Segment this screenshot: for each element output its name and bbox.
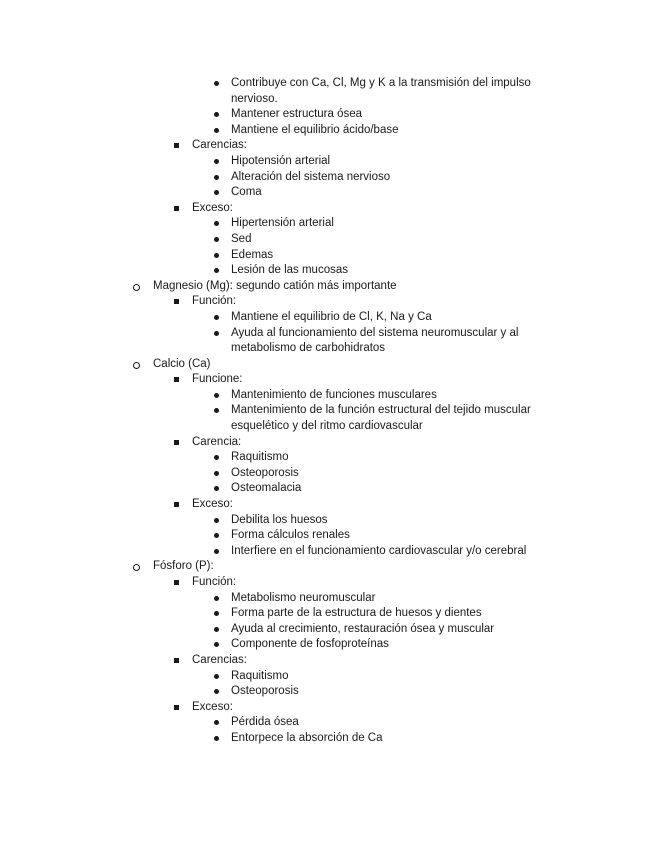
- list-item: [0, 700, 655, 716]
- square-bullet-icon: [174, 440, 179, 445]
- list-item-text: Forma cálculos renales: [231, 529, 350, 542]
- list-item: [0, 138, 655, 154]
- list-item-text: Función:: [192, 295, 237, 308]
- square-bullet-icon: [174, 377, 179, 382]
- list-item: [0, 388, 655, 404]
- list-item: [0, 232, 655, 248]
- list-item-text: Contribuye con Ca, Cl, Mg y K a la transmisión del impulso: [231, 77, 531, 89]
- list-item-text: Osteoporosis: [231, 466, 299, 479]
- list-item-text: Magnesio (Mg): segundo catión más importante: [153, 279, 397, 292]
- list-item: [0, 216, 655, 232]
- list-item-text: Osteoporosis: [231, 685, 299, 698]
- list-item: [0, 248, 655, 264]
- list-item: [0, 715, 655, 731]
- list-item-text: Exceso:: [192, 201, 233, 214]
- square-bullet-icon: [174, 502, 179, 507]
- filled-circle-bullet-icon: [214, 674, 219, 679]
- list-item: [0, 653, 655, 669]
- list-item-text: Ayuda al funcionamiento del sistema neuromuscular y al: [231, 326, 519, 339]
- filled-circle-bullet-icon: [214, 518, 219, 523]
- list-item-text: Metabolismo neuromuscular: [231, 591, 376, 604]
- list-item-text: Entorpece la absorción de Ca: [231, 731, 383, 744]
- filled-circle-bullet-icon: [214, 331, 219, 336]
- filled-circle-bullet-icon: [214, 175, 219, 180]
- list-item-text: Carencia:: [192, 435, 242, 448]
- filled-circle-bullet-icon: [214, 128, 219, 133]
- filled-circle-bullet-icon: [214, 736, 219, 741]
- filled-circle-bullet-icon: [214, 237, 219, 242]
- filled-circle-bullet-icon: [214, 486, 219, 491]
- list-item-text: metabolismo de carbohidratos: [231, 342, 386, 355]
- hollow-circle-bullet-icon: [133, 284, 140, 291]
- list-item-text: Fósforo (P):: [153, 560, 214, 573]
- hollow-circle-bullet-icon: [133, 564, 140, 571]
- list-item: [0, 559, 655, 575]
- list-item: [0, 263, 655, 279]
- list-item-text: Raquitismo: [231, 451, 289, 464]
- list-item: [0, 294, 655, 310]
- filled-circle-bullet-icon: [214, 720, 219, 725]
- list-item: [0, 731, 655, 747]
- list-item: [0, 123, 655, 139]
- document-body: [0, 76, 655, 747]
- filled-circle-bullet-icon: [214, 190, 219, 195]
- list-item: [0, 669, 655, 685]
- list-item: [0, 326, 655, 342]
- list-item-text: Hipotensión arterial: [231, 154, 331, 167]
- square-bullet-icon: [174, 658, 179, 663]
- list-item: [0, 591, 655, 607]
- list-item-text: Carencias:: [192, 653, 247, 666]
- list-item: [0, 279, 655, 295]
- filled-circle-bullet-icon: [214, 533, 219, 538]
- list-item: [0, 622, 655, 638]
- list-item-text: Edemas: [231, 248, 274, 261]
- list-item-text: nervioso.: [231, 92, 278, 105]
- filled-circle-bullet-icon: [214, 596, 219, 601]
- list-item: [0, 528, 655, 544]
- square-bullet-icon: [174, 299, 179, 304]
- list-item-text: Exceso:: [192, 498, 233, 511]
- list-item-text: Debilita los huesos: [231, 513, 328, 526]
- list-item-text: Función:: [192, 576, 237, 588]
- filled-circle-bullet-icon: [214, 455, 219, 460]
- list-item-text: Mantenimiento de funciones musculares: [231, 388, 437, 401]
- filled-circle-bullet-icon: [214, 159, 219, 164]
- filled-circle-bullet-icon: [214, 627, 219, 632]
- list-item-text: Lesión de las mucosas: [231, 264, 348, 277]
- filled-circle-bullet-icon: [214, 689, 219, 694]
- list-item-text: Raquitismo: [231, 669, 289, 682]
- filled-circle-bullet-icon: [214, 549, 219, 554]
- list-item: [0, 684, 655, 700]
- list-item: [0, 403, 655, 419]
- list-item: [0, 76, 655, 92]
- filled-circle-bullet-icon: [214, 81, 219, 86]
- filled-circle-bullet-icon: [214, 408, 219, 413]
- list-item-text: Mantenimiento de la función estructural del tejido muscular: [231, 404, 531, 417]
- list-item: [0, 606, 655, 622]
- square-bullet-icon: [174, 143, 179, 148]
- list-item-text: Sed: [231, 232, 252, 245]
- list-item: [0, 637, 655, 653]
- list-item-text: Funcione:: [192, 373, 243, 386]
- list-item-text: Carencias:: [192, 139, 247, 152]
- list-item: [0, 107, 655, 123]
- list-item: [0, 357, 655, 373]
- list-item-text: Forma parte de la estructura de huesos y dientes: [231, 607, 482, 620]
- list-item-text: Interfiere en el funcionamiento cardiovascular y/o cerebral: [231, 544, 527, 557]
- list-item: [0, 185, 655, 201]
- list-item-text: Alteración del sistema nervioso: [231, 170, 391, 183]
- list-item: [0, 497, 655, 513]
- list-item: [0, 154, 655, 170]
- list-item-text: esquelético y del ritmo cardiovascular: [231, 420, 423, 433]
- list-item-continuation: [0, 341, 655, 357]
- filled-circle-bullet-icon: [214, 642, 219, 647]
- list-item: [0, 466, 655, 482]
- list-item-text: Osteomalacia: [231, 482, 302, 495]
- list-item-text: Pérdida ósea: [231, 716, 299, 729]
- list-item-text: Exceso:: [192, 700, 233, 713]
- list-item: [0, 170, 655, 186]
- list-item: [0, 544, 655, 560]
- list-item-text: Coma: [231, 186, 262, 199]
- filled-circle-bullet-icon: [214, 315, 219, 320]
- hollow-circle-bullet-icon: [133, 362, 140, 369]
- list-item-text: Mantiene el equilibrio ácido/base: [231, 123, 399, 136]
- square-bullet-icon: [174, 206, 179, 211]
- list-item-continuation: [0, 92, 655, 108]
- list-item: [0, 435, 655, 451]
- filled-circle-bullet-icon: [214, 611, 219, 616]
- list-item-text: Mantener estructura ósea: [231, 108, 363, 121]
- list-item: [0, 310, 655, 326]
- list-item: [0, 481, 655, 497]
- list-item: [0, 513, 655, 529]
- list-item: [0, 372, 655, 388]
- square-bullet-icon: [174, 705, 179, 710]
- filled-circle-bullet-icon: [214, 112, 219, 117]
- filled-circle-bullet-icon: [214, 253, 219, 258]
- list-item: [0, 201, 655, 217]
- list-item: [0, 575, 655, 591]
- filled-circle-bullet-icon: [214, 221, 219, 226]
- list-item-text: Componente de fosfoproteínas: [231, 638, 389, 651]
- list-item-text: Calcio (Ca): [153, 357, 211, 370]
- list-item: [0, 450, 655, 466]
- filled-circle-bullet-icon: [214, 268, 219, 273]
- list-item-continuation: [0, 419, 655, 435]
- filled-circle-bullet-icon: [214, 393, 219, 398]
- filled-circle-bullet-icon: [214, 471, 219, 476]
- list-item-text: Mantiene el equilibrio de Cl, K, Na y Ca: [231, 310, 432, 323]
- square-bullet-icon: [174, 580, 179, 585]
- list-item-text: Hipertensión arterial: [231, 217, 334, 230]
- list-item-text: Ayuda al crecimiento, restauración ósea y muscular: [231, 622, 495, 635]
